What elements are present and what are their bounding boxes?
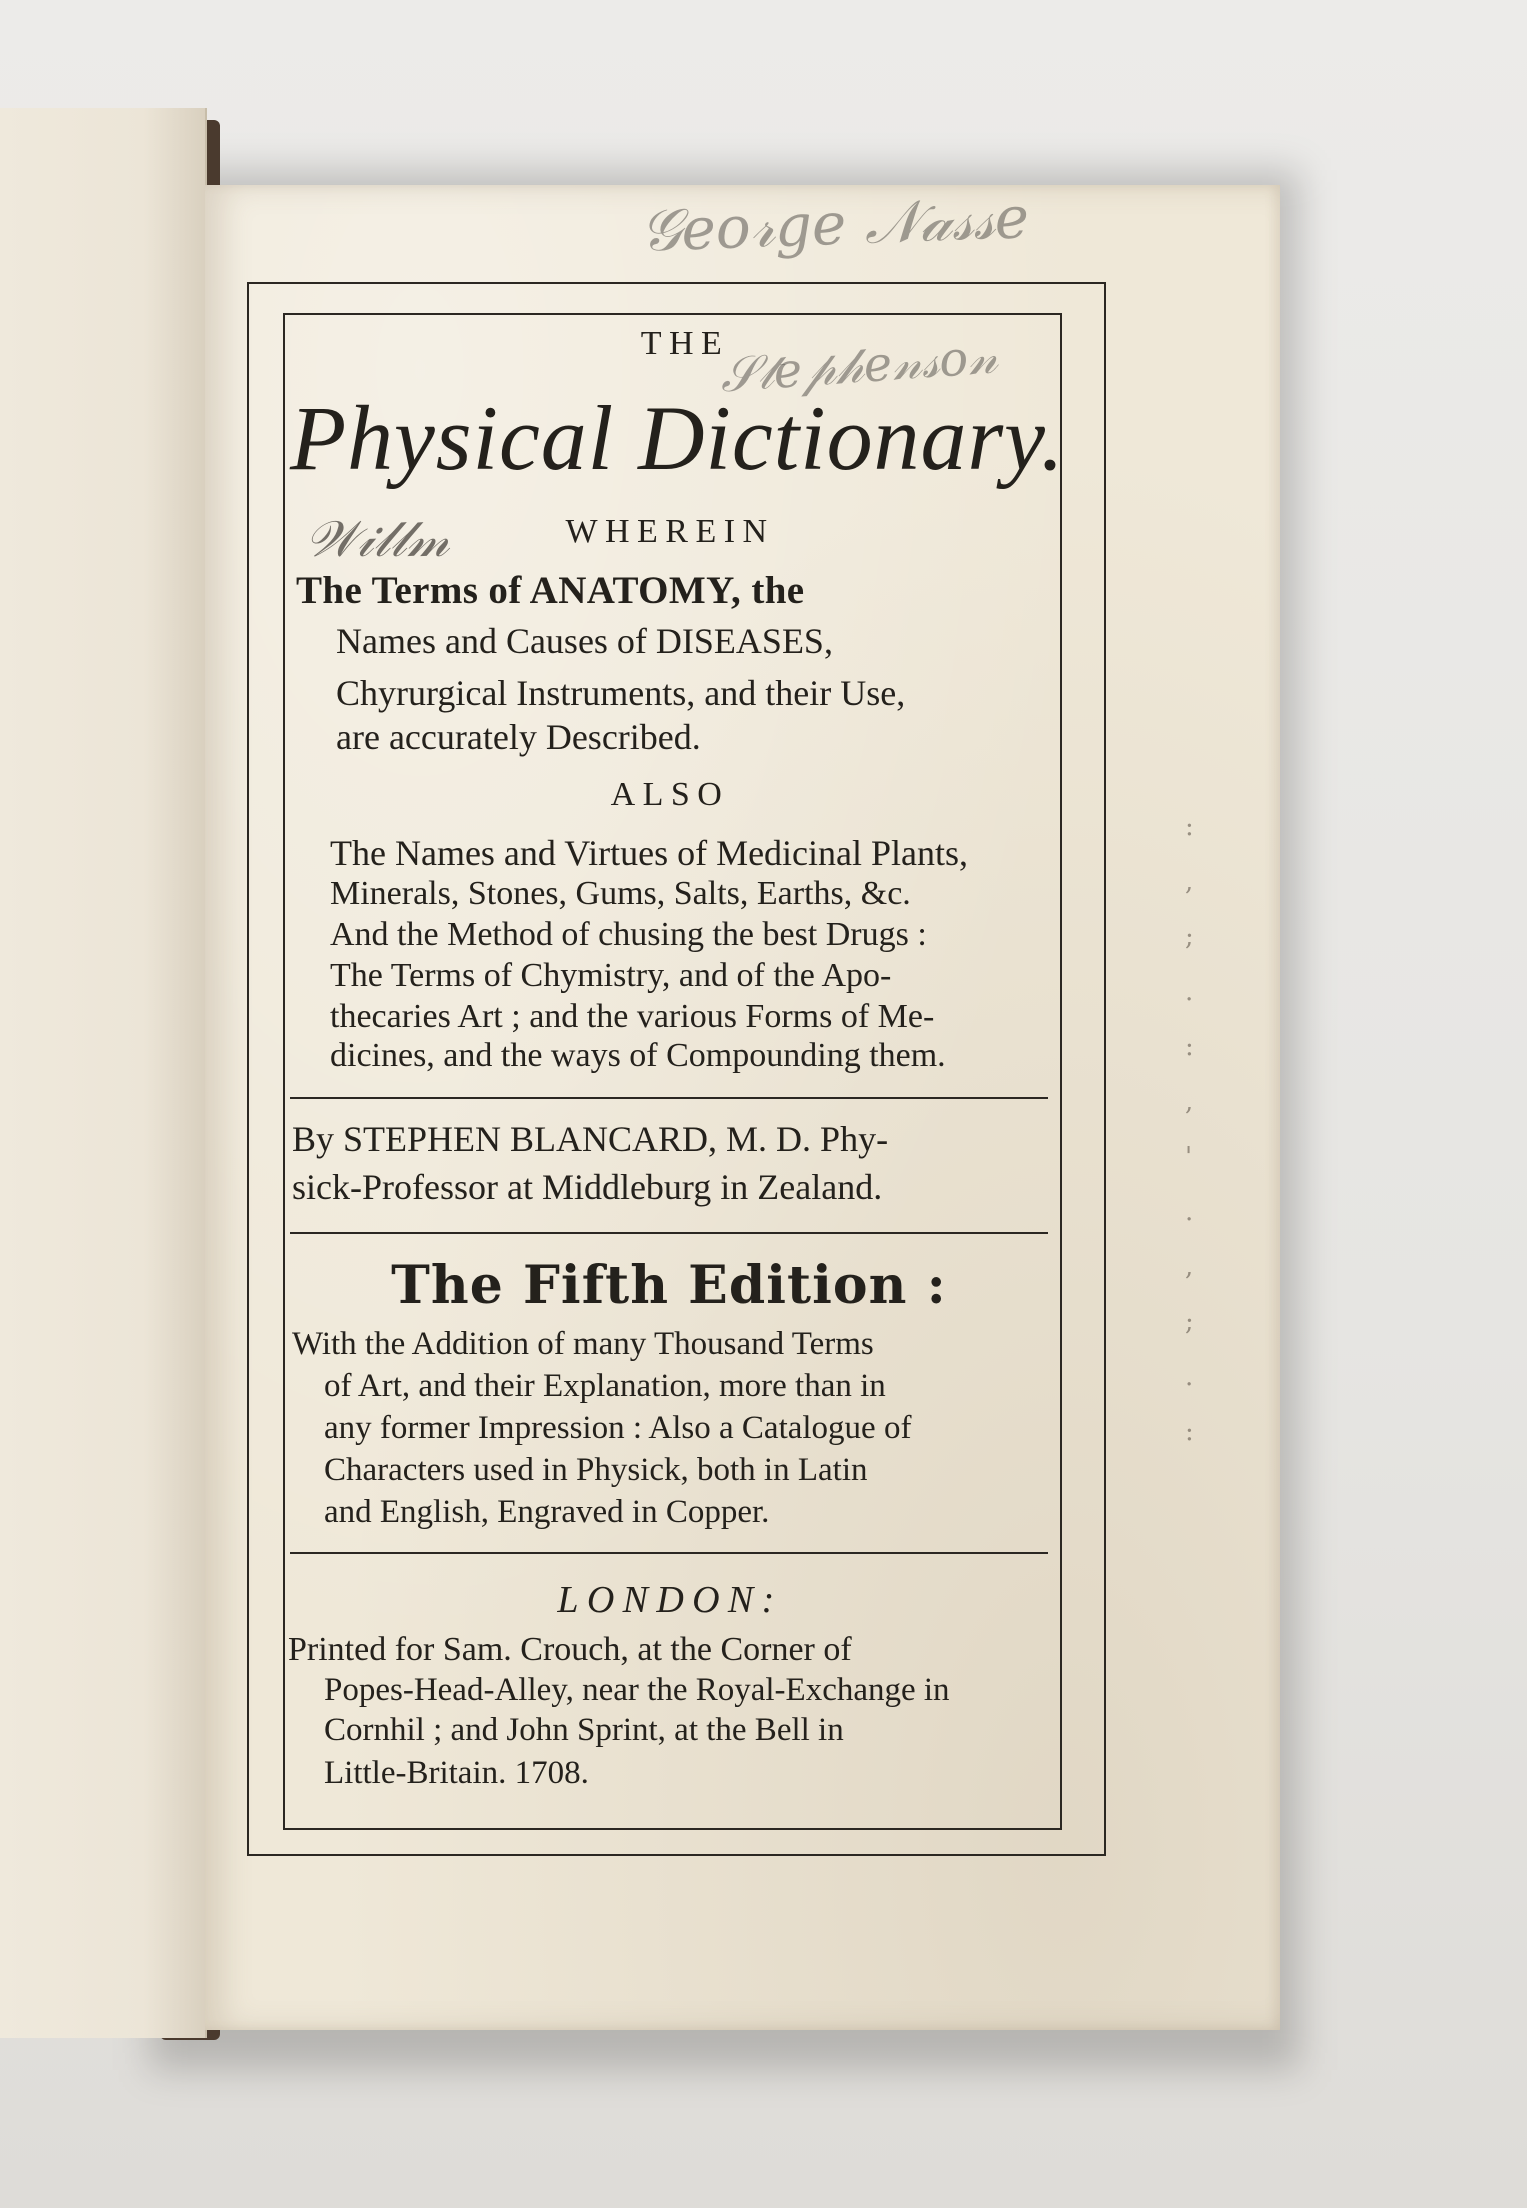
desc-line-4: are accurately Described. [336,717,701,757]
also-line-3: And the Method of chusing the best Drugs : [330,916,927,953]
london-heading: LONDON: [557,1579,783,1621]
edition-line-1: With the Addition of many Thousand Terms [292,1326,874,1362]
edition-line-5: and English, Engraved in Copper. [324,1494,770,1530]
also-line-4: The Terms of Chymistry, and of the Apo- [330,957,892,994]
rule-3 [290,1552,1048,1554]
also-line-1: The Names and Virtues of Medicinal Plants, [330,833,969,873]
imprint-line-1: Printed for Sam. Crouch, at the Corner of [288,1631,852,1668]
ink-signature-middle: 𝒮𝓉𝑒𝓅𝒽𝑒𝓃𝓈𝑜𝓃 [718,328,1000,404]
desc-line-3: Chyrurgical Instruments, and their Use, [336,673,906,713]
imprint-line-2: Popes-Head-Alley, near the Royal-Exchange in [324,1672,950,1708]
edition-line-2: of Art, and their Explanation, more than in [324,1368,886,1404]
author-line-2: sick-Professor at Middleburg in Zealand. [292,1167,883,1207]
title-prefix: THE [640,325,730,362]
edition-heading: The Fifth Edition : [391,1255,947,1316]
also-line-2: Minerals, Stones, Gums, Salts, Earths, &c. [330,875,911,912]
ink-signature-william: 𝒲𝒾𝓁𝓁𝓂 [305,510,450,568]
imprint-line-4: Little-Britain. 1708. [324,1755,589,1791]
also-heading: ALSO [610,776,730,813]
desc-line-1: The Terms of ANATOMY, the [296,569,805,612]
left-page-edge [0,108,207,2038]
imprint-line-3: Cornhil ; and John Sprint, at the Bell in [324,1712,844,1748]
edition-line-4: Characters used in Physick, both in Latin [324,1452,868,1488]
main-title: Physical Dictionary. [290,387,1065,489]
also-line-5: thecaries Art ; and the various Forms of Me- [330,998,935,1035]
rule-1 [290,1097,1048,1099]
rule-2 [290,1232,1048,1234]
edition-line-3: any former Impression : Also a Catalogue of [324,1410,912,1446]
desc-line-2: Names and Causes of DISEASES, [336,621,833,661]
author-line-1: By STEPHEN BLANCARD, M. D. Phy- [292,1119,889,1159]
margin-marks: : , ; . : , ' . , ; . : [1185,812,1194,1447]
wherein-heading: WHEREIN [565,513,775,550]
also-line-6: dicines, and the ways of Compounding them. [330,1037,946,1074]
ink-signature-top: 𝒢𝑒𝑜𝓇𝑔𝑒 𝒩𝒶𝓈𝓈𝑒 [638,183,1031,265]
